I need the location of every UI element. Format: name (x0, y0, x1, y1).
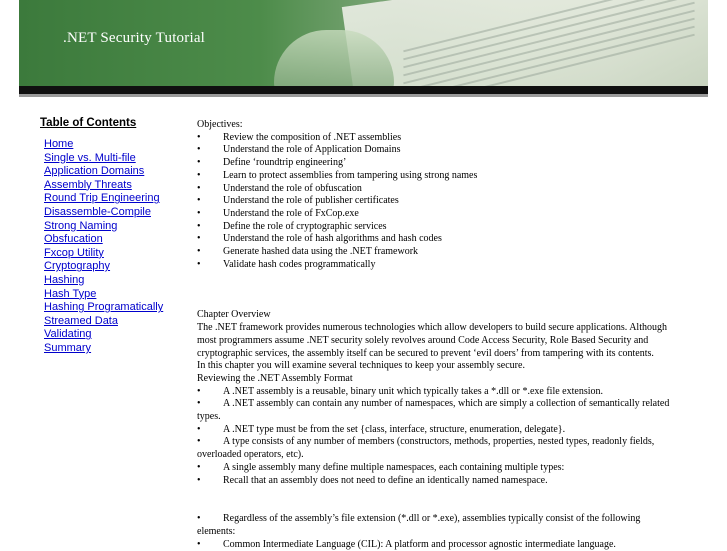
bullet: • (197, 233, 201, 245)
bullet: • (197, 207, 201, 219)
toc-item (44, 163, 190, 177)
toc-item (44, 204, 190, 218)
list-item: • Validate hash codes programmatically (197, 258, 376, 270)
toc-link-summary[interactable]: Summary (44, 341, 92, 354)
toc-link-streamed-data[interactable]: Streamed Data (44, 314, 118, 327)
toc-link-validating[interactable]: Validating (44, 328, 92, 341)
toc-link-application-domains[interactable]: Application Domains (44, 165, 145, 178)
bullet: • (197, 131, 201, 143)
toc-item (44, 340, 190, 354)
toc-link-fxcop-utility[interactable]: Fxcop Utility (44, 246, 104, 259)
header-banner (19, 0, 708, 86)
toc-link-hashing[interactable]: Hashing (44, 273, 85, 286)
toc-item (44, 190, 190, 204)
toc-item (44, 286, 190, 300)
banner-text-decoration (399, 8, 699, 86)
toc-item (44, 218, 190, 232)
bullet: • (197, 398, 201, 410)
list-item: • Generate hashed data using the .NET framework (197, 246, 419, 258)
list-item: • A .NET assembly can contain any number of namespaces, which are simply a collection of semantically related types. (197, 398, 670, 423)
toc-item (44, 313, 190, 327)
list-item: • Understand the role of FxCop.exe (197, 207, 359, 219)
bullet: • (197, 461, 201, 473)
bullet: • (197, 385, 201, 397)
list-item: • A .NET type must be from the set {class, interface, structure, enumeration, delegate}. (197, 423, 566, 435)
list-item: • Recall that an assembly does not need to define an identically named namespace. (197, 474, 548, 486)
bullet: • (197, 220, 201, 232)
bullet: • (197, 195, 201, 207)
elements-list (197, 513, 677, 551)
toc-item (44, 136, 190, 150)
toc-link-obsfucation[interactable]: Obsfucation (44, 233, 103, 246)
toc-link-round-trip-engineering[interactable]: Round Trip Engineering (44, 192, 160, 205)
bullet: • (197, 474, 201, 486)
list-item: • A type consists of any number of members (constructors, methods, properties, nested types, readonly fields, overloaded operators, etc). (197, 436, 655, 461)
toc-heading: Table of Contents (40, 117, 137, 129)
toc-link-assembly-threats[interactable]: Assembly Threats (44, 178, 132, 191)
bullet: • (197, 157, 201, 169)
bullet: • (197, 436, 201, 448)
bullet: • (197, 258, 201, 270)
objectives-heading: Objectives: (197, 119, 243, 130)
bullet: • (197, 423, 201, 435)
toc-item (44, 258, 190, 272)
toc-link-disassemble-compile[interactable]: Disassemble-Compile (44, 205, 151, 218)
bullet: • (197, 144, 201, 156)
bullet: • (197, 169, 201, 181)
bullet: • (197, 182, 201, 194)
toc-item (44, 326, 190, 340)
toc-item (44, 272, 190, 286)
page-title: .NET Security Tutorial (63, 30, 206, 46)
toc-list (40, 136, 190, 354)
toc-link-cryptography[interactable]: Cryptography (44, 260, 111, 273)
toc-link-single-vs-multi-file[interactable]: Single vs. Multi-file (44, 151, 136, 164)
main-content (197, 119, 677, 551)
list-item: • Define ‘roundtrip engineering’ (197, 157, 347, 169)
toc-link-home[interactable]: Home (44, 138, 74, 150)
header-divider (19, 86, 708, 94)
list-item: • A .NET assembly is a reusable, binary unit which typically takes a *.dll or *.exe file extension. (197, 385, 603, 397)
toc-item (44, 231, 190, 245)
bullet: • (197, 513, 201, 525)
reviewing-heading: Reviewing the .NET Assembly Format (197, 372, 353, 384)
toc-item (44, 177, 190, 191)
review-list (197, 386, 677, 488)
bullet: • (197, 538, 201, 550)
toc-link-strong-naming[interactable]: Strong Naming (44, 219, 118, 232)
toc-link-hash-type[interactable]: Hash Type (44, 287, 97, 300)
table-of-contents (40, 117, 190, 354)
list-item: • Review the composition of .NET assemblies (197, 131, 402, 143)
list-item: • Common Intermediate Language (CIL): A platform and processor agnostic intermediate language. (197, 538, 616, 550)
list-item: • Regardless of the assembly’s file extension (*.dll or *.exe), assemblies typically consist of the following elements: (197, 513, 641, 537)
list-item: • Understand the role of hash algorithms and hash codes (197, 233, 442, 245)
chapter-overview-line: In this chapter you will examine several techniques to keep your assembly secure. (197, 360, 525, 372)
toc-item (44, 299, 190, 313)
list-item: • Understand the role of publisher certificates (197, 195, 399, 207)
toc-link-hashing-programatically[interactable]: Hashing Programatically (44, 301, 164, 314)
list-item: • Define the role of cryptographic services (197, 220, 387, 232)
header-divider-shadow (19, 94, 708, 97)
chapter-overview-paragraph: The .NET framework provides numerous technologies which allow developers to build secure applications. Although most programmers assume .NET security solely revolves around Code Access Security, Role Based Security and cryptographic services, the assembly itself can be secured to prevent ‘evil doers’ from tampering with its contents. (197, 322, 667, 359)
objectives-list (197, 132, 677, 272)
toc-item (44, 150, 190, 164)
bullet: • (197, 246, 201, 258)
list-item: • Understand the role of Application Domains (197, 144, 401, 156)
toc-item (44, 245, 190, 259)
chapter-overview-heading: Chapter Overview (197, 309, 271, 321)
list-item: • A single assembly many define multiple namespaces, each containing multiple types: (197, 461, 565, 473)
list-item: • Learn to protect assemblies from tampering using strong names (197, 169, 478, 181)
list-item: • Understand the role of obfuscation (197, 182, 362, 194)
